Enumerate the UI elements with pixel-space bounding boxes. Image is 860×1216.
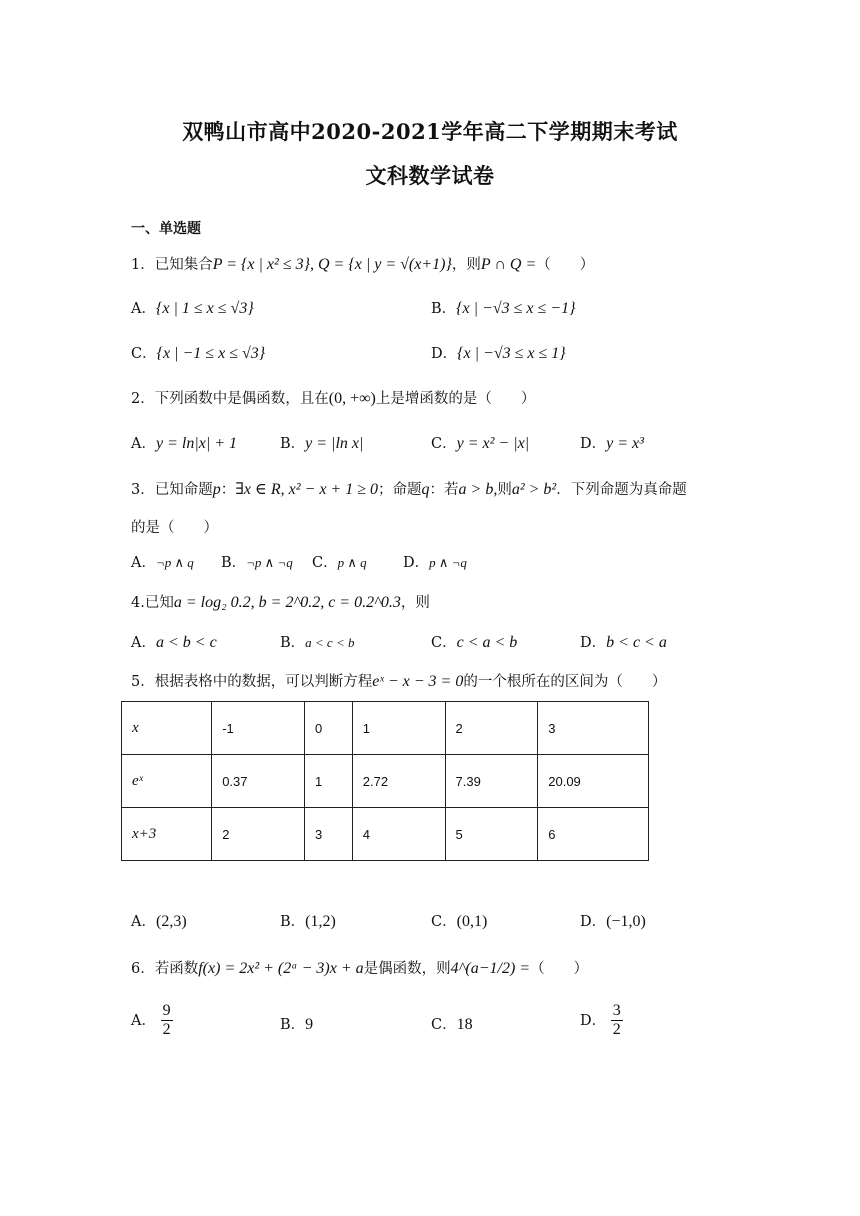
- option-math: {x | 1 ≤ x ≤ √3}: [155, 300, 254, 317]
- q4-option-d[interactable]: [580, 631, 667, 652]
- option-math: ¬p ∧ ¬q: [246, 555, 293, 570]
- q4-option-c[interactable]: [431, 631, 517, 652]
- option-math: ¬p ∧ q: [155, 555, 194, 570]
- option-label: D．: [580, 914, 607, 930]
- option-label: A．: [131, 555, 156, 571]
- value-table: [121, 701, 649, 861]
- q4-end: ，则: [400, 595, 430, 611]
- q1-prefix: 1．已知集合: [131, 257, 213, 273]
- option-label: D．: [580, 1012, 607, 1029]
- table-cell: 5: [445, 808, 538, 861]
- option-math: b < c < a: [606, 634, 667, 651]
- option-label: A．: [131, 436, 156, 452]
- option-label: D．: [580, 436, 607, 452]
- option-math: {x | −√3 ≤ x ≤ −1}: [456, 300, 576, 317]
- option-label: D．: [403, 555, 430, 571]
- table-cell: 4: [352, 808, 445, 861]
- table-row-header: eˣ: [122, 755, 212, 808]
- q5-option-d[interactable]: [580, 910, 646, 931]
- q1-option-b[interactable]: [431, 297, 576, 318]
- q3-colon: ：: [220, 482, 236, 498]
- option-label: D．: [431, 346, 458, 362]
- q6-mid: 是偶函数，则: [363, 961, 451, 977]
- q6-expression: 4^(a−1/2) =: [450, 960, 531, 977]
- option-label: C．: [312, 555, 338, 571]
- q3-condition: a > b,: [458, 481, 498, 498]
- q2-end: 上是增函数的是（ ）: [375, 391, 536, 407]
- option-label: A．: [131, 1012, 156, 1029]
- fraction-numerator: 9: [161, 1002, 173, 1021]
- q5-option-b[interactable]: [280, 910, 336, 931]
- table-cell: 1: [304, 755, 352, 808]
- q1-intersection: P ∩ Q =: [480, 256, 537, 273]
- option-label: B．: [431, 301, 457, 317]
- option-math: c < a < b: [456, 634, 518, 651]
- table-row: [122, 702, 649, 755]
- option-math: (2,3): [155, 913, 187, 930]
- option-label: A．: [131, 635, 156, 651]
- table-cell: 20.09: [538, 755, 649, 808]
- q2-interval: (0, +∞): [328, 390, 376, 407]
- table-cell: -1: [212, 702, 305, 755]
- q4-option-a[interactable]: [131, 631, 217, 652]
- option-math: y = |ln x|: [305, 435, 364, 452]
- q2-prefix: 2．下列函数中是偶函数，且在: [131, 391, 329, 407]
- option-label: C．: [131, 346, 157, 362]
- exam-subtitle: 文科数学试卷: [365, 163, 495, 188]
- table-cell: 1: [352, 702, 445, 755]
- question-3-stem: [131, 478, 687, 499]
- q6-option-a[interactable]: [131, 1002, 173, 1040]
- table-cell: 3: [538, 702, 649, 755]
- option-label: B．: [221, 555, 247, 571]
- q2-option-c[interactable]: [431, 432, 529, 453]
- option-label: B．: [280, 436, 306, 452]
- q2-option-b[interactable]: [280, 432, 363, 453]
- fraction-denominator: 2: [612, 1021, 621, 1039]
- table-cell: 3: [304, 808, 352, 861]
- option-label: B．: [280, 1017, 306, 1033]
- fraction-numerator: 3: [611, 1002, 623, 1021]
- q5-equation: eˣ − x − 3 = 0: [372, 673, 464, 690]
- question-1-stem: [131, 253, 594, 274]
- q3-q: q: [421, 481, 430, 498]
- option-math: p ∧ ¬q: [429, 555, 467, 570]
- fraction: [611, 1002, 623, 1040]
- q3-mid2: ：若: [429, 482, 459, 498]
- q1-mid: ，则: [451, 257, 481, 273]
- option-math: a < b < c: [155, 634, 217, 651]
- fraction: [161, 1002, 173, 1040]
- q3-prefix: 3．已知命题: [131, 482, 213, 498]
- option-label: B．: [280, 914, 306, 930]
- option-label: B．: [280, 635, 306, 651]
- table-cell: 2: [445, 702, 538, 755]
- q5-end: 的一个根所在的区间为（ ）: [463, 674, 667, 690]
- table-cell: 0.37: [212, 755, 305, 808]
- question-6-stem: [131, 957, 588, 978]
- option-math: (−1,0): [606, 913, 646, 930]
- q5-prefix: 5．根据表格中的数据，可以判断方程: [131, 674, 373, 690]
- table-row-header: x+3: [122, 808, 212, 861]
- q3-then: 则: [497, 482, 512, 498]
- option-label: A．: [131, 301, 156, 317]
- q3-conclusion: a² > b²: [511, 481, 557, 498]
- q6-end: （ ）: [530, 961, 589, 977]
- option-label: C．: [431, 1017, 457, 1033]
- q3-end: ．下列命题为真命题: [556, 482, 687, 498]
- table-cell: 7.39: [445, 755, 538, 808]
- q2-option-a[interactable]: [131, 432, 237, 453]
- fraction-denominator: 2: [162, 1021, 171, 1039]
- section-heading: 一、单选题: [131, 221, 201, 237]
- option-label: C．: [431, 914, 457, 930]
- q3-mid: ；命题: [378, 482, 422, 498]
- option-math: y = x² − |x|: [456, 435, 530, 452]
- table-cell: 0: [304, 702, 352, 755]
- q5-option-a[interactable]: [131, 910, 187, 931]
- option-math: {x | −√3 ≤ x ≤ 1}: [457, 345, 566, 362]
- option-math: 18: [456, 1016, 473, 1033]
- q1-option-a[interactable]: [131, 297, 254, 318]
- q3-option-b[interactable]: [221, 551, 293, 572]
- option-math: 9: [305, 1016, 314, 1033]
- q2-option-d[interactable]: [580, 432, 644, 453]
- q3-option-d[interactable]: [403, 551, 467, 572]
- option-label: C．: [431, 635, 457, 651]
- question-2-stem: [131, 387, 535, 408]
- q1-option-d[interactable]: [431, 342, 566, 363]
- option-label: A．: [131, 914, 156, 930]
- q1-sets: P = {x | x² ≤ 3}, Q = {x | y = √(x+1)}: [212, 256, 452, 273]
- q4-option-b[interactable]: [280, 631, 354, 652]
- table-cell: 6: [538, 808, 649, 861]
- q1-option-c[interactable]: [131, 342, 265, 363]
- q4-defs: a = log₂ 0.2, b = 2^0.2, c = 0.2^0.3: [173, 594, 401, 611]
- q3-prop-p: ∃x ∈ R, x² − x + 1 ≥ 0: [235, 481, 379, 498]
- option-math: a < c < b: [305, 635, 355, 650]
- table-row: [122, 808, 649, 861]
- exam-title: 双鸭山市高中2020-2021学年高二下学期期末考试: [182, 119, 678, 144]
- option-math: {x | −1 ≤ x ≤ √3}: [156, 345, 266, 362]
- table-cell: 2: [212, 808, 305, 861]
- table-cell: 2.72: [352, 755, 445, 808]
- q6-option-c[interactable]: [431, 1013, 473, 1034]
- table-row-header: x: [122, 702, 212, 755]
- q3-option-a[interactable]: [131, 551, 194, 572]
- option-math: (0,1): [456, 913, 488, 930]
- q6-prefix: 6．若函数: [131, 961, 199, 977]
- option-math: (1,2): [305, 913, 336, 930]
- option-math: y = x³: [606, 435, 644, 452]
- q6-function: f(x) = 2x² + (2ᵃ − 3)x + a: [198, 960, 364, 977]
- question-4-stem: [131, 591, 430, 612]
- q6-option-b[interactable]: [280, 1013, 313, 1034]
- q5-option-c[interactable]: [431, 910, 487, 931]
- option-label: D．: [580, 635, 607, 651]
- q1-paren: （ ）: [536, 257, 595, 273]
- q6-option-d[interactable]: [580, 1002, 623, 1040]
- q3-option-c[interactable]: [312, 551, 367, 572]
- question-5-stem: [131, 670, 666, 691]
- table-row: [122, 755, 649, 808]
- q3-p: p: [212, 481, 221, 498]
- q4-prefix: 4.已知: [131, 595, 174, 611]
- option-label: C．: [431, 436, 457, 452]
- question-3-stem-cont: 的是（ ）: [131, 520, 218, 536]
- option-math: p ∧ q: [337, 555, 367, 570]
- option-math: y = ln|x| + 1: [155, 435, 238, 452]
